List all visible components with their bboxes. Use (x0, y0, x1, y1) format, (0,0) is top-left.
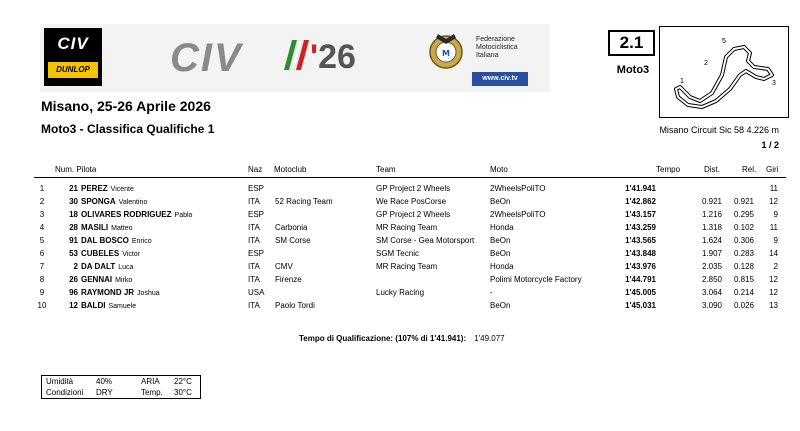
table-row (0, 182, 800, 195)
col-moto: Moto (490, 165, 508, 174)
row-giri: 11 (769, 184, 778, 193)
row-rel: 0.283 (733, 249, 754, 258)
row-rel: 0.026 (733, 301, 754, 310)
row-giri: 11 (769, 223, 778, 232)
row-pilot-name: Enrico (131, 238, 152, 245)
class-label: Moto3 (616, 64, 650, 76)
row-naz: ESP (248, 249, 265, 258)
row-moto: BeOn (490, 301, 511, 310)
row-dist: 0.921 (701, 197, 722, 206)
row-pilot-surname: DAL BOSCO (81, 236, 129, 245)
row-moto: Honda (490, 262, 514, 271)
civ-logo-text: CIV (57, 34, 89, 53)
row-dist: 2.850 (701, 275, 722, 284)
row-motoclub: 52 Racing Team (275, 197, 333, 206)
table-row (0, 208, 800, 221)
row-moto: BeOn (490, 249, 511, 258)
row-moto: - (490, 288, 493, 297)
row-team: Lucky Racing (376, 288, 425, 297)
page-number: 1 / 2 (761, 140, 779, 150)
row-position: 9 (39, 288, 45, 297)
row-position: 8 (39, 275, 45, 284)
row-naz: ITA (248, 262, 260, 271)
row-pilot-name: Matteo (111, 225, 133, 232)
row-pilot-name: Vicente (110, 186, 134, 193)
row-pilot-name: Pablo (174, 212, 193, 219)
session-title: Moto3 - Classifica Qualifiche 1 (41, 122, 215, 136)
row-pilot-name: Luca (118, 264, 134, 271)
row-giri: 12 (769, 275, 778, 284)
row-giri: 13 (769, 301, 778, 310)
row-pilot (81, 249, 140, 258)
row-motoclub: Paolo Tordi (275, 301, 315, 310)
conditions-label: Condizioni (46, 388, 84, 397)
row-rel: 0.102 (733, 223, 754, 232)
row-position: 1 (39, 184, 45, 193)
row-pilot (81, 184, 134, 193)
humidity-label: Umidità (46, 377, 74, 386)
civ26-year: '26 (310, 38, 356, 76)
table-row (0, 234, 800, 247)
row-number: 96 (69, 288, 78, 297)
row-moto: BeOn (490, 236, 511, 245)
row-number: 53 (69, 249, 78, 258)
row-moto: Honda (490, 223, 514, 232)
row-dist: 3.064 (701, 288, 722, 297)
circuit-info: Misano Circuit Sic 58 4.226 m (659, 125, 779, 135)
turn-5-label: 5 (722, 38, 726, 45)
row-rel: 0.306 (733, 236, 754, 245)
row-rel: 0.295 (733, 210, 754, 219)
turn-2-label: 2 (704, 60, 708, 67)
col-rel: Rel. (742, 165, 757, 174)
row-motoclub: CMV (275, 262, 293, 271)
row-pilot-surname: CUBELES (81, 249, 120, 258)
table-row (0, 273, 800, 286)
row-team: SGM Tecnic (376, 249, 419, 258)
table-row (0, 247, 800, 260)
row-pilot (81, 197, 147, 206)
air-value: 22°C (174, 377, 192, 386)
row-pilot-surname: BALDI (81, 301, 106, 310)
row-team: MR Racing Team (376, 223, 438, 232)
row-motoclub: Carbonia (275, 223, 308, 232)
turn-1-label: 1 (680, 78, 684, 85)
row-tempo: 1'43.976 (625, 262, 656, 271)
row-position: 5 (39, 236, 45, 245)
row-dist: 1.216 (701, 210, 722, 219)
row-rel: 0.128 (733, 262, 754, 271)
row-giri: 9 (773, 236, 778, 245)
row-naz: ITA (248, 236, 260, 245)
col-giri: Giri (766, 165, 779, 174)
row-pilot-surname: RAYMOND JR (81, 288, 135, 297)
row-position: 2 (39, 197, 45, 206)
qualification-label: Tempo di Qualificazione: (107% di 1'41.941): (299, 334, 467, 343)
row-dist: 3.090 (701, 301, 722, 310)
row-pilot (81, 275, 132, 284)
row-naz: ESP (248, 184, 265, 193)
row-pilot-surname: GENNAI (81, 275, 113, 284)
row-tempo: 1'43.157 (625, 210, 656, 219)
row-moto: Polimi Motorcycle Factory (490, 275, 582, 284)
table-row (0, 286, 800, 299)
col-tempo: Tempo (656, 165, 681, 174)
row-naz: ITA (248, 301, 260, 310)
conditions-value: DRY (96, 388, 113, 397)
civ26-logo-text: CIV (170, 36, 243, 80)
row-position: 7 (39, 262, 45, 271)
row-position: 10 (37, 301, 47, 310)
row-team: GP Project 2 Wheels (376, 184, 451, 193)
track-map (659, 26, 789, 118)
row-number: 28 (69, 223, 78, 232)
row-number: 12 (69, 301, 78, 310)
row-pilot (81, 236, 152, 245)
row-naz: ITA (248, 275, 260, 284)
track-temp-value: 30°C (174, 388, 192, 397)
row-pilot-surname: SPONGA (81, 197, 116, 206)
row-naz: ITA (248, 223, 260, 232)
row-giri: 14 (769, 249, 778, 258)
col-num-pilota: Num. Pilota (55, 165, 97, 174)
row-number: 18 (69, 210, 78, 219)
row-tempo: 1'43.259 (625, 223, 656, 232)
row-position: 3 (39, 210, 45, 219)
row-number: 91 (69, 236, 78, 245)
row-team: SM Corse - Gea Motorsport (376, 236, 475, 245)
row-tempo: 1'45.005 (625, 288, 656, 297)
fmi-url: www.civ.tv (472, 72, 528, 86)
event-title: Misano, 25-26 Aprile 2026 (41, 98, 211, 114)
row-team: MR Racing Team (376, 262, 438, 271)
row-dist: 1.318 (701, 223, 722, 232)
row-rel: 0.815 (733, 275, 754, 284)
row-giri: 9 (773, 210, 778, 219)
row-motoclub: SM Corse (275, 236, 311, 245)
row-number: 30 (69, 197, 78, 206)
qualification-value: 1'49.077 (474, 334, 505, 343)
track-layout-icon (660, 27, 790, 119)
row-pilot (81, 301, 136, 310)
air-label: ARIA (141, 377, 160, 386)
table-header (34, 161, 786, 178)
row-pilot (81, 223, 133, 232)
row-tempo: 1'43.848 (625, 249, 656, 258)
row-giri: 2 (773, 262, 778, 271)
row-tempo: 1'45.031 (625, 301, 656, 310)
row-position: 6 (39, 249, 45, 258)
fmi-text: Federazione Motociclistica Italiana (476, 36, 518, 59)
row-number: 2 (73, 262, 78, 271)
col-motoclub: Motoclub (274, 165, 307, 174)
row-pilot (81, 288, 160, 297)
row-pilot (81, 262, 133, 271)
row-giri: 12 (769, 197, 778, 206)
results-table (0, 161, 800, 312)
row-moto: BeOn (490, 197, 511, 206)
row-rel: 0.921 (733, 197, 754, 206)
table-row (0, 299, 800, 312)
qualification-time (299, 334, 505, 343)
row-pilot (81, 210, 192, 219)
table-body (0, 182, 800, 312)
row-pilot-name: Victor (122, 251, 141, 258)
row-moto: 2WheelsPoliTO (490, 184, 546, 193)
row-dist: 1.624 (701, 236, 722, 245)
dunlop-logo: DUNLOP (48, 62, 98, 78)
civ-logo (44, 28, 102, 86)
fmi-crest-icon (424, 30, 468, 74)
row-naz: ITA (248, 197, 260, 206)
row-pilot-name: Valentino (118, 199, 148, 206)
row-team: GP Project 2 Wheels (376, 210, 451, 219)
col-naz: Naz (248, 165, 263, 174)
row-dist: 2.035 (701, 262, 722, 271)
row-tempo: 1'41.941 (625, 184, 656, 193)
row-position: 4 (39, 223, 45, 232)
table-row (0, 221, 800, 234)
row-number: 21 (69, 184, 78, 193)
col-dist: Dist. (704, 165, 720, 174)
row-naz: ESP (248, 210, 265, 219)
humidity-value: 40% (96, 377, 113, 386)
svg-text:M: M (442, 49, 450, 58)
row-moto: 2WheelsPoliTO (490, 210, 546, 219)
row-giri: 12 (769, 288, 778, 297)
row-dist: 1.907 (701, 249, 722, 258)
row-pilot-name: Joshua (137, 290, 160, 297)
col-team: Team (376, 165, 396, 174)
row-pilot-surname: MASILI (81, 223, 109, 232)
row-motoclub: Firenze (275, 275, 302, 284)
weather-box (41, 375, 201, 399)
row-tempo: 1'44.791 (625, 275, 656, 284)
row-rel: 0.214 (733, 288, 754, 297)
row-pilot-name: Samuele (108, 303, 137, 310)
table-row (0, 260, 800, 273)
row-team: We Race PosCorse (376, 197, 447, 206)
row-tempo: 1'42.862 (625, 197, 656, 206)
session-code: 2.1 (608, 30, 655, 56)
row-pilot-surname: PEREZ (81, 184, 108, 193)
row-pilot-name: Mirko (115, 277, 133, 284)
turn-3-label: 3 (772, 80, 776, 87)
row-number: 26 (69, 275, 78, 284)
row-naz: USA (248, 288, 265, 297)
row-pilot-surname: DA DALT (81, 262, 116, 271)
row-pilot-surname: OLIVARES RODRIGUEZ (81, 210, 172, 219)
table-row (0, 195, 800, 208)
track-temp-label: Temp. (141, 388, 163, 397)
row-tempo: 1'43.565 (625, 236, 656, 245)
